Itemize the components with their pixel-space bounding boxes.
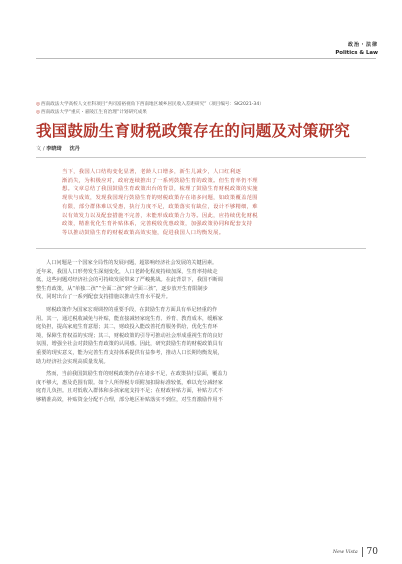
body-line: 助力经济社会实现高质量发展。 — [36, 358, 109, 365]
body-line: 够精准高效，补贴资金分配不合理，部分地区补贴落实不到位，对生育激励作用不 — [36, 396, 223, 403]
body-line: 低，这些问题对经济社会的可持续发展带来了严峻挑战。在此背景下，我国不断调 — [36, 277, 223, 284]
abstract-box — [36, 157, 366, 249]
abstract-text — [62, 168, 364, 238]
page-number: 70 — [366, 547, 378, 557]
body-line: 用。其一，通过税收减免与补贴，能直接减轻家庭生育、养育、教育成本，缓解家 — [36, 315, 223, 322]
author-prefix: 文 / — [36, 146, 47, 152]
abstract-line: 等以推动鼓励生育的财税政策高效实施，促进我国人口均衡发展。 — [62, 229, 225, 236]
body-paragraph — [36, 306, 366, 366]
abstract-line: 以有效发力以及配套措施不完善，未能形成政策合力等。因此，应持续优化财税 — [62, 212, 258, 219]
article-body — [36, 255, 366, 405]
funding-line: ◎西南政法大学“重庆・嘉陵江生育治理”计划研究成果 — [36, 110, 147, 115]
body-line: 伐，同时出台了一系列配套支持措施以推动生育水平提升。 — [36, 294, 171, 301]
funding-line: ◎西南政法大学高校人文社科项目“共同富裕视角下西南地区城乡居民收入差距研究”（项目编号：SK2021-34） — [36, 102, 264, 107]
author-line — [36, 145, 86, 152]
abstract-line: 有限，部分群体难以受惠，执行力度不足，政策落实有缺位，设计不够精细，难 — [62, 203, 258, 210]
author-name: 沈丹 — [69, 146, 80, 152]
body-line: 人口问题是一个国家全局性的发展问题，超影响经济社会发展的关键因素。 — [46, 260, 218, 266]
author-name: 李晓琦 — [46, 146, 62, 152]
body-line: 境，保障生育权益的实现；其三，财税政策的引导可推动社会形成重视生育的良好 — [36, 332, 223, 339]
section-name-cn: 政治・法律 — [347, 42, 378, 48]
body-line: 整生育政策，从“单独二孩”“全面二孩”到“全面三孩”，逐步放开生育限制步 — [36, 285, 208, 292]
abstract-line: 政策，精准优化生育补贴体系，完善税收优惠政策，加强政策协同和配套支持 — [62, 221, 253, 228]
section-header — [335, 41, 378, 56]
funding-notes — [36, 101, 376, 117]
body-line: 重要的现实意义，能为完善生育支持体系提供有益参考，推动人口长期均衡发展， — [36, 349, 223, 356]
page-footer — [333, 547, 378, 557]
body-line: 近年来，我国人口形势发生深刻变化，人口老龄化程度持续加深，生育率持续走 — [36, 268, 218, 275]
section-name-en: Politics & Law — [335, 50, 378, 56]
abstract-line: 现状与成效，发现我国现行鼓励生育的财税政策存在诸多问题，如政策覆盖范围 — [62, 195, 258, 202]
body-line: 氛围，增强全社会对鼓励生育政策的认同感。因此，研究鼓励生育的财税政策具有 — [36, 341, 223, 348]
body-line: 庭育儿负担。且对低收入群体和多孩家庭支持不足；在财政补贴方面，补贴方式不 — [36, 388, 223, 395]
body-line: 庭负担，提高家庭生育意愿；其二，财政投入能改善托育服务供给，优化生育环 — [36, 324, 218, 331]
body-line: 度不够大，惠及范围有限。如个人所得税专项附加扣除标准较低，难以充分减轻家 — [36, 379, 223, 386]
footer-divider — [362, 547, 363, 557]
article-title: 我国鼓励生育财税政策存在的问题及对策研究 — [36, 121, 351, 140]
header-divider — [36, 58, 376, 59]
abstract-line: 当下，我国人口结构变化显著，老龄人口增多，新生儿减少，人口红利逐 — [62, 169, 242, 175]
body-line: 然而，当前我国鼓励生育的财税政策仍存在诸多不足，在政策执行层面，覆盖力 — [46, 371, 228, 378]
circle-marker-icon: ◎ — [36, 110, 41, 115]
magazine-name: New Vista — [332, 549, 358, 555]
body-line: 财税政策作为国家宏观调控的重要手段，在鼓励生育方面具有举足轻重的作 — [46, 306, 218, 313]
circle-marker-icon: ◎ — [36, 102, 41, 107]
body-paragraph — [36, 259, 366, 302]
abstract-line: 渐消失，为积极应对，政府连续推出了一系列鼓励生育的政策。但生育率仍不理 — [62, 177, 258, 184]
body-paragraph — [36, 370, 366, 404]
abstract-line: 想。文章总结了我国鼓励生育政策出台的背景，梳理了鼓励生育财税政策的实施 — [62, 186, 258, 193]
